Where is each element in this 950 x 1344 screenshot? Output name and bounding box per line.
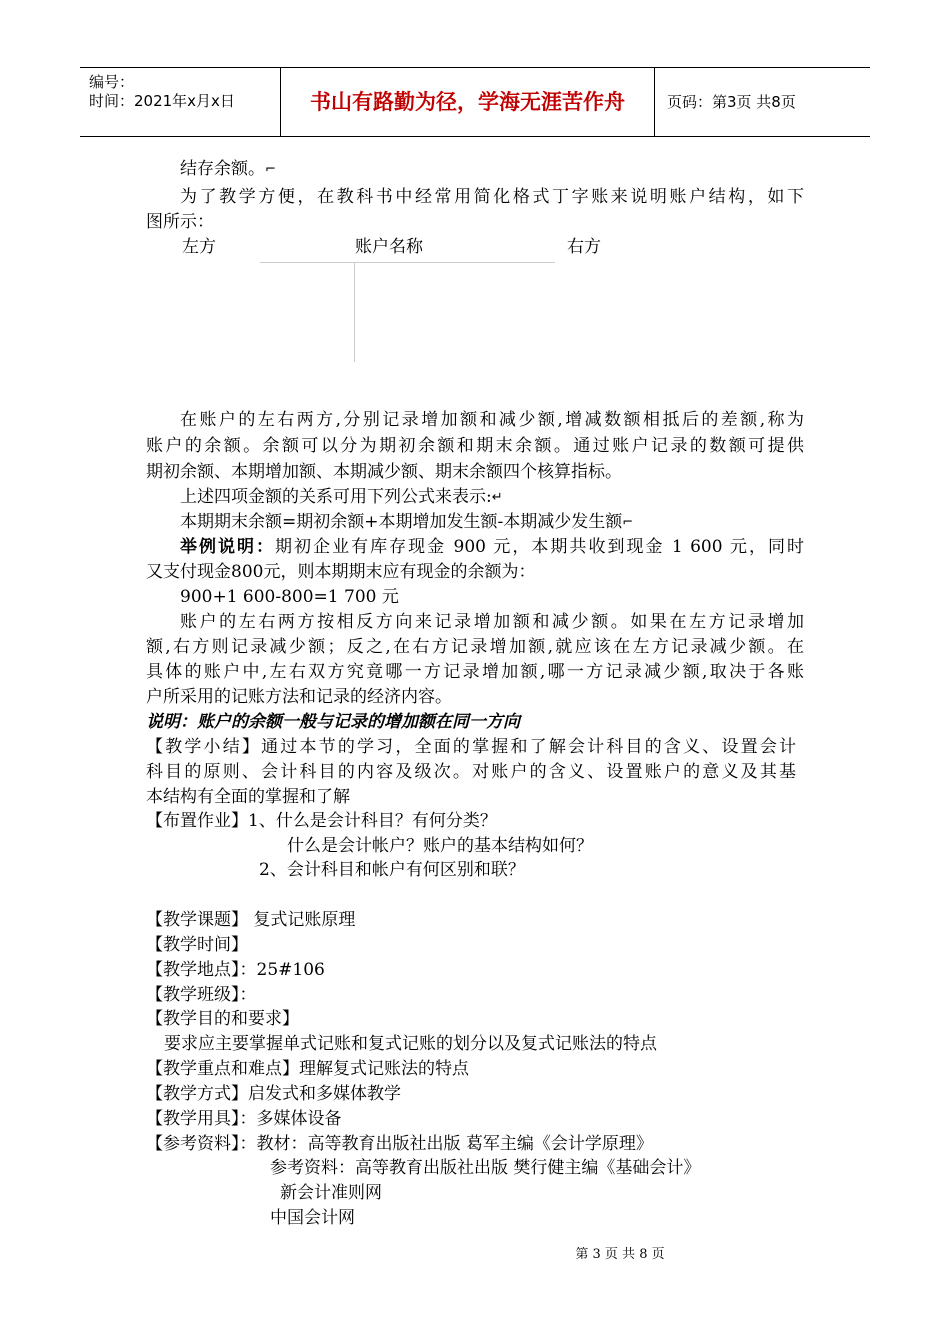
example-label: 举例说明： (180, 537, 276, 557)
page-footer: 第 3 页 共 8 页 (575, 1247, 665, 1262)
text-line: 额,右方则记录减少额；反之,在右方记录增加额,就应该在左方记录减少额。在 (146, 637, 804, 657)
return-arrow-icon: ↵ (491, 490, 503, 505)
text-line: 【教学地点】：25#106 (146, 960, 325, 980)
text-line: 本期期末余额=期初余额+本期增加发生额-本期减少发生额⌐ (180, 512, 634, 532)
text-line: 2、会计科目和帐户有何区别和联？ (259, 860, 525, 880)
t-account-name-label: 账户名称 (355, 237, 423, 257)
text-line: 【教学方式】启发式和多媒体教学 (146, 1084, 401, 1104)
text-line: 要求应主要掌握单式记账和复式记账的划分以及复式记账法的特点 (164, 1034, 657, 1054)
number-label: 编号： (89, 73, 135, 91)
text-line: 本结构有全面的掌握和了解 (146, 787, 350, 807)
text-line: 【教学时间】 (146, 935, 248, 955)
text-line: 【教学课题】 复式记账原理 (146, 910, 356, 930)
text-line: 中国会计网 (270, 1208, 355, 1228)
text-line: 【教学目的和要求】 (146, 1009, 299, 1029)
text-line: 参考资料：高等教育出版社出版 樊行健主编《基础会计》 (270, 1158, 701, 1178)
text-line: 900+1 600-800=1 700 元 (180, 587, 399, 607)
date-label: 时间：2021年x月x日 (89, 92, 235, 110)
text-line: 又支付现金800元，则本期期末应有现金的余额为： (146, 562, 536, 582)
text-line: 【教学班级】： (146, 985, 257, 1005)
t-account-horizontal-line (260, 262, 555, 263)
paragraph-mark-icon: ⌐ (265, 162, 276, 177)
text-line: 账户的余额。余额可以分为期初余额和期末余额。通过账户记录的数额可提供 (146, 436, 804, 456)
text-line: 为了教学方便，在教科书中经常用简化格式丁字账来说明账户结构，如下 (180, 187, 804, 207)
text-line: 具体的账户中,左右双方究竟哪一方记录增加额,哪一方记录减少额,取决于各账 (146, 662, 804, 682)
text-line: 举例说明：期初企业有库存现金 900 元，本期共收到现金 1 600 元，同时 (180, 537, 804, 557)
text-line: 【教学用具】：多媒体设备 (146, 1109, 342, 1129)
paragraph-mark-icon: ⌐ (622, 515, 634, 530)
text-line: 在账户的左右两方,分别记录增加额和减少额,增减数额相抵后的差额,称为 (180, 410, 804, 430)
text-line: 上述四项金额的关系可用下列公式来表示:↵ (180, 487, 503, 507)
text-line: 【教学小结】通过本节的学习，全面的掌握和了解会计科目的含义、设置会计 (146, 737, 796, 757)
text-line: 新会计准则网 (280, 1183, 382, 1203)
header-motto-cell (281, 68, 655, 136)
text-line: 户所采用的记账方法和记录的经济内容。 (146, 687, 452, 707)
text-line: 【布置作业】1、什么是会计科目？有何分类？ (146, 811, 497, 831)
header-page-cell (655, 68, 870, 136)
text-line: 结存余额。⌐ (180, 159, 276, 179)
text-line: 科目的原则、会计科目的内容及级次。对账户的含义、设置账户的意义及其基 (146, 762, 796, 782)
motto: 书山有路勤为径，学海无涯苦作舟 (310, 90, 625, 114)
t-account-vertical-line (354, 262, 355, 362)
note-line: 说明：账户的余额一般与记录的增加额在同一方向 (146, 712, 520, 732)
text-line: 账户的左右两方按相反方向来记录增加额和减少额。如果在左方记录增加 (180, 612, 804, 632)
page-number-label: 页码：第3页 共8页 (667, 93, 796, 111)
text-line: 【参考资料】：教材：高等教育出版社出版 葛军主编《会计学原理》 (146, 1134, 653, 1154)
t-account-right-label: 右方 (567, 237, 601, 257)
page-header (80, 67, 870, 137)
text-line: 【教学重点和难点】理解复式记账法的特点 (146, 1059, 469, 1079)
text-line: 什么是会计帐户？账户的基本结构如何？ (287, 836, 593, 856)
text-line: 期初余额、本期增加额、本期减少额、期末余额四个核算指标。 (146, 462, 622, 482)
header-left-cell (80, 68, 281, 136)
text-line: 图所示： (146, 212, 214, 232)
t-account-left-label: 左方 (182, 237, 216, 257)
